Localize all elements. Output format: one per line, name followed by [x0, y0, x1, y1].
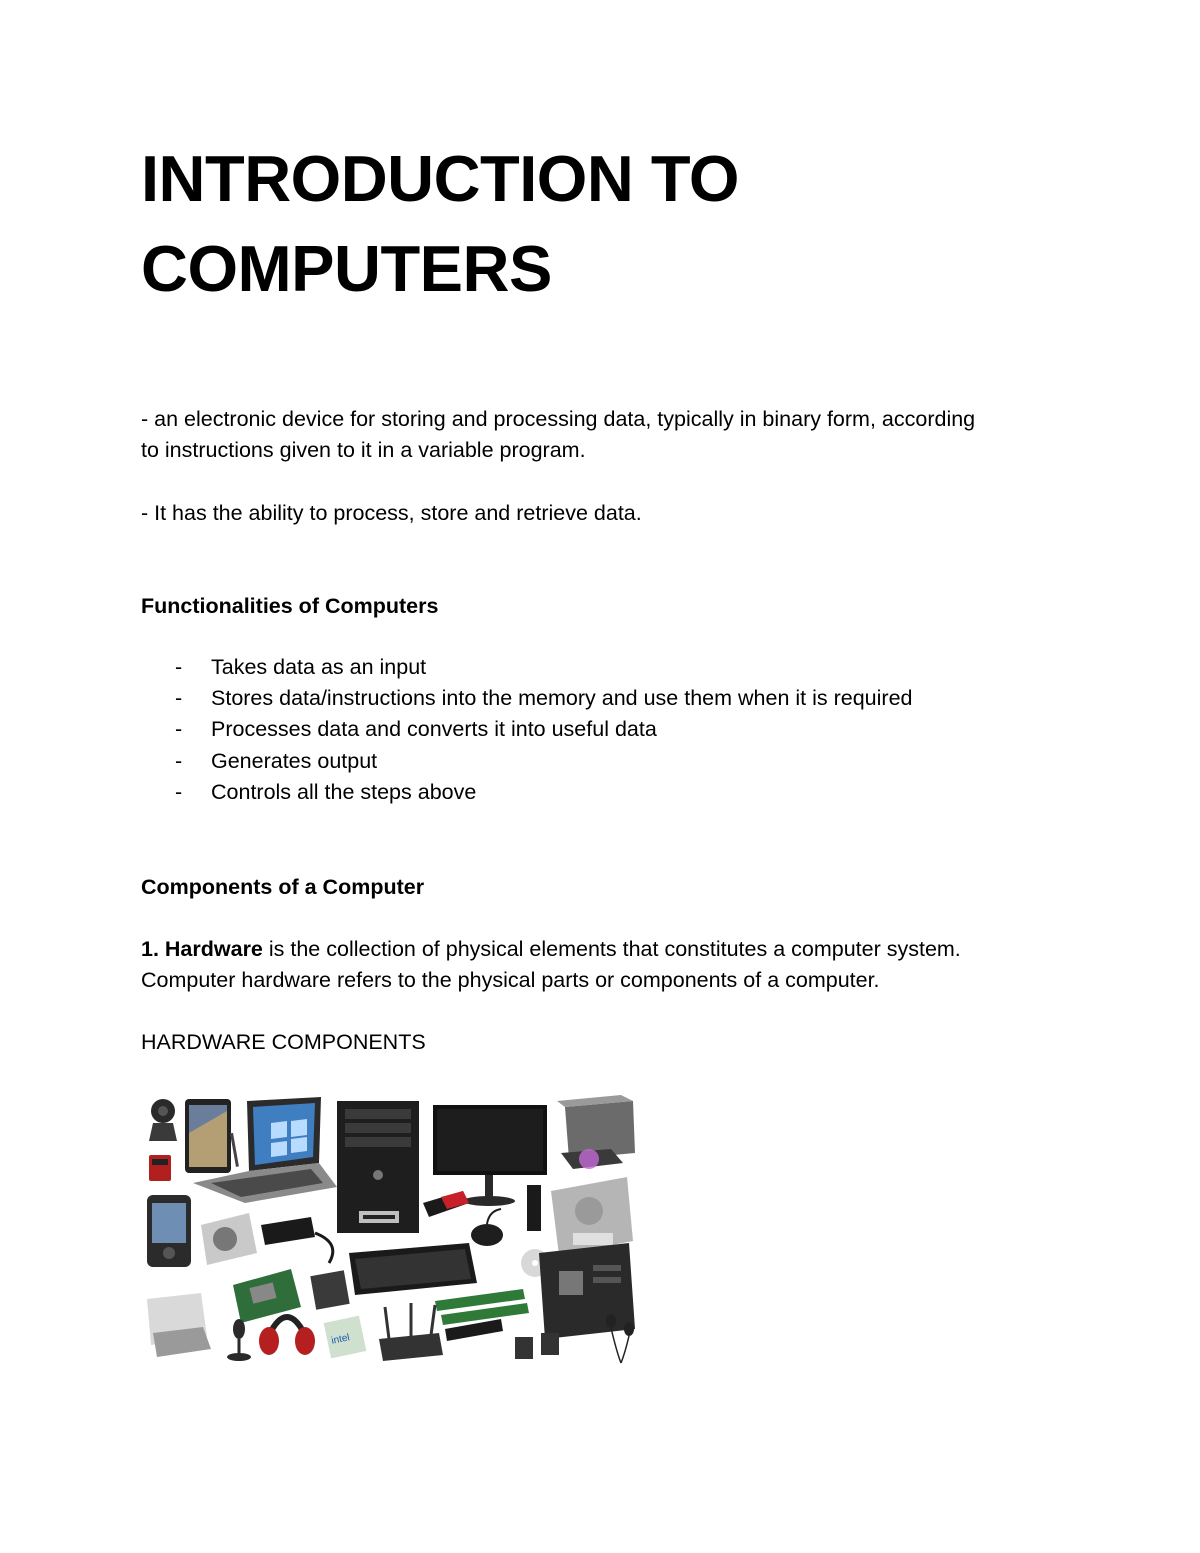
hardware-paragraph [141, 934, 961, 996]
list-item [141, 714, 913, 745]
desktop-tower-icon [337, 1101, 419, 1233]
intel-processor-icon [324, 1316, 367, 1359]
definition-line-2: to instructions given to it in a variable program. [141, 438, 586, 462]
hardware-definition: is the collection of physical elements that constitutes a computer system. [262, 937, 961, 961]
bullet-dash: - [175, 655, 183, 679]
memory-card-icon [149, 1155, 171, 1181]
intel-logo-text: intel [330, 1332, 351, 1347]
speaker-icon [527, 1185, 541, 1231]
list-item-text: Takes data as an input [211, 655, 427, 679]
bullet-dash: - [175, 748, 183, 773]
hardware-label: 1. Hardware [141, 937, 263, 961]
hardware-components-image [141, 1093, 638, 1367]
functionalities-list [141, 652, 913, 808]
hardware-components-label: HARDWARE COMPONENTS [141, 1030, 426, 1054]
bullet-dash: - [175, 779, 183, 804]
definition-line-1: - an electronic device for storing and processing data, typically in binary form, according [141, 407, 976, 431]
list-item [141, 746, 913, 777]
bullet-dash: - [175, 686, 183, 711]
motherboard-icon [539, 1243, 635, 1339]
title-line-2: COMPUTERS [141, 232, 552, 305]
chip-icon [310, 1270, 349, 1309]
list-item [141, 683, 913, 714]
ability-paragraph: - It has the ability to process, store and retrieve data. [141, 501, 642, 525]
pda-icon [147, 1195, 191, 1267]
list-item-text: Generates output [211, 748, 378, 773]
functionalities-heading: Functionalities of Computers [141, 594, 439, 618]
list-item [141, 652, 913, 683]
hardware-definition-line-2: Computer hardware refers to the physical parts or components of a computer. [141, 968, 880, 992]
printer-icon [147, 1293, 211, 1357]
list-item-text: Controls all the steps above [211, 779, 477, 804]
bullet-dash: - [175, 717, 183, 742]
definition-paragraph [141, 404, 975, 466]
list-item-text: Stores data/instructions into the memory and use them when it is required [211, 686, 913, 711]
components-heading: Components of a Computer [141, 875, 425, 899]
title-line-1: INTRODUCTION TO [141, 142, 739, 215]
page-title [141, 134, 739, 314]
list-item-text: Processes data and converts it into useful data [211, 717, 657, 742]
tablet-icon [185, 1099, 239, 1173]
list-item [141, 777, 913, 808]
